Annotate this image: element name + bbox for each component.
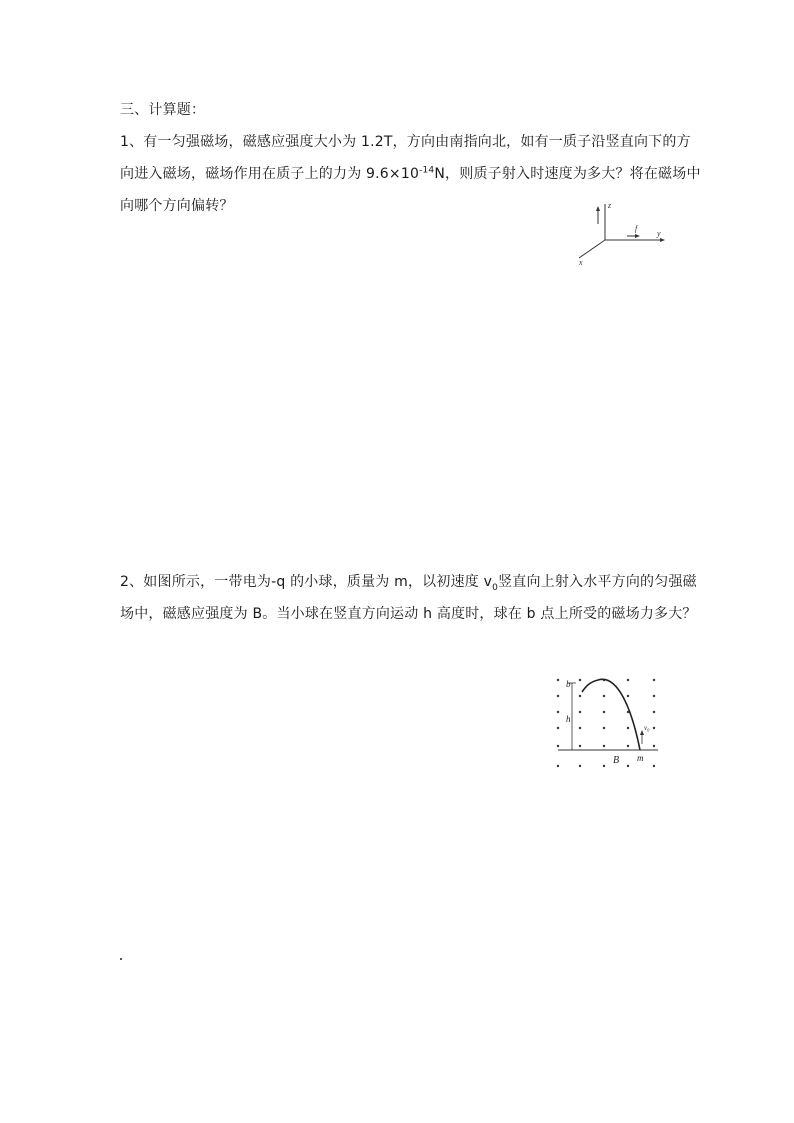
exponent: -14 (419, 165, 435, 176)
field-dot (627, 695, 629, 697)
label-x: x (579, 258, 583, 267)
section-heading: 三、计算题： (120, 102, 206, 118)
page-mark (120, 958, 122, 960)
field-dot (627, 765, 629, 767)
field-dot (627, 745, 629, 747)
field-dot (579, 765, 581, 767)
field-dot (653, 745, 655, 747)
field-dot (579, 727, 581, 729)
field-dot (603, 695, 605, 697)
field-dot (653, 727, 655, 729)
field-dot (579, 679, 581, 681)
label-b: b (566, 679, 571, 689)
field-dot (627, 727, 629, 729)
field-dot (557, 695, 559, 697)
field-dot (557, 679, 559, 681)
field-dot (603, 745, 605, 747)
label-y: y (657, 229, 661, 238)
subscript: 0 (492, 582, 499, 593)
field-dot (653, 765, 655, 767)
label-z: z (608, 201, 612, 210)
q1-axis-figure (565, 198, 675, 268)
q2-line-1: 2、如图所示，一带电为-q 的小球，质量为 m，以初速度 $v_0$竖直向上射入水平方向的匀强磁 (120, 574, 697, 593)
label-v0: v₀ (644, 724, 650, 732)
label-f: f (635, 224, 638, 233)
field-dot (603, 711, 605, 713)
field-dot (579, 711, 581, 713)
label-B: B (613, 755, 620, 766)
field-dot (579, 695, 581, 697)
field-dot (627, 679, 629, 681)
q2-magnetic-field-figure (548, 670, 663, 770)
field-dot (653, 695, 655, 697)
field-dot (557, 727, 559, 729)
field-dot (603, 765, 605, 767)
ball-trajectory (582, 679, 640, 750)
field-dot (603, 727, 605, 729)
x-axis (579, 240, 605, 258)
q1-line-3: 向哪个方向偏转？ (120, 198, 234, 214)
field-dot (653, 711, 655, 713)
field-dot (557, 745, 559, 747)
q1-line-2: 向进入磁场，磁场作用在质子上的力为 $9.6\times 10^{-14}N$，则质子射入时速度为多大？将在磁场中 (120, 165, 701, 182)
q2-line-2: 场中，磁感应强度为 B。当小球在竖直方向运动 h 高度时，球在 b 点上所受的磁场力多大？ (120, 606, 697, 622)
field-dot (579, 745, 581, 747)
label-h: h (566, 714, 571, 724)
label-m: m (637, 753, 644, 763)
field-dot (557, 711, 559, 713)
field-dot (557, 765, 559, 767)
field-dot (653, 679, 655, 681)
q1-line-1: 1、有一匀强磁场，磁感应强度大小为 1.2T，方向由南指向北，如有一质子沿竖直向下的方 (120, 134, 691, 150)
